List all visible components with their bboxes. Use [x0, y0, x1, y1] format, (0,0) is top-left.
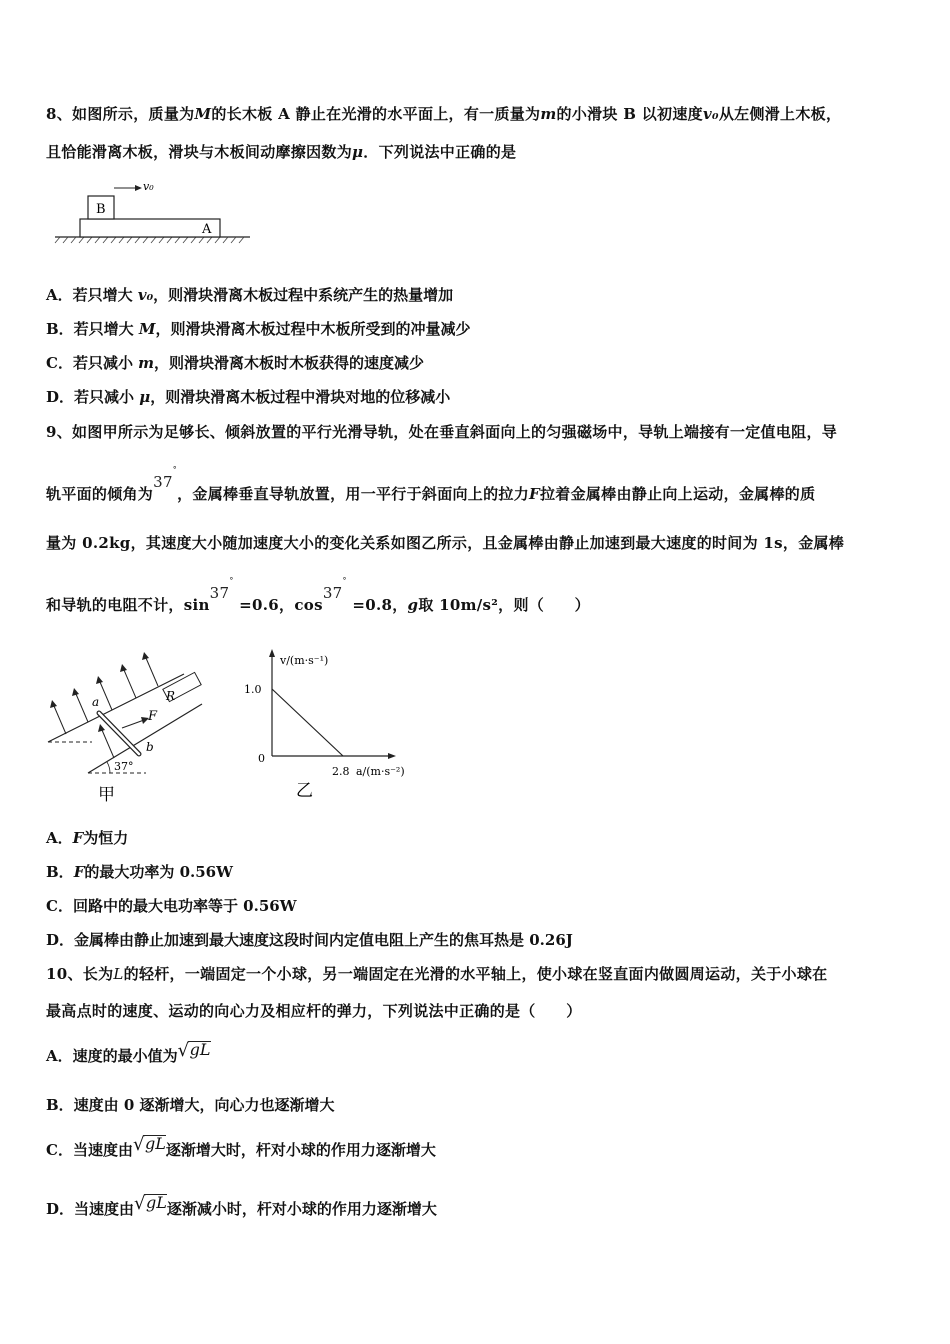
option-text: A．速度的最小值为: [46, 1047, 178, 1065]
angle-37: 37°: [153, 465, 178, 491]
q8-block-board-figure: [50, 175, 260, 247]
option-var: m: [138, 354, 155, 372]
sqrt-content: gL: [144, 1134, 166, 1153]
var-g: g: [407, 596, 419, 614]
q9-stem-line4: [46, 576, 590, 615]
y-tick-label: 1.0: [244, 683, 262, 696]
q9-option-d[interactable]: [46, 929, 573, 950]
q9-option-a[interactable]: [46, 827, 128, 848]
y-axis-arrow: [269, 649, 275, 657]
option-text: A．: [46, 829, 73, 847]
angle-37: 37°: [322, 576, 347, 602]
option-text: C．若只减小: [46, 354, 139, 372]
q10-text: 的轻杆，一端固定一个小球，另一端固定在光滑的水平轴上，使小球在竖直面内做圆周运动，关于小球在: [123, 965, 828, 983]
q9-rail-figure-jia: [44, 648, 224, 808]
q8-stem-line1: [46, 103, 841, 124]
q9-text: 取 10m/s²，则（ ）: [418, 596, 590, 614]
option-text: ，则滑块滑离木板过程中木板所受到的冲量减少: [155, 320, 471, 338]
option-text: A．若只增大: [46, 286, 138, 304]
q10-option-c[interactable]: [46, 1134, 436, 1160]
sqrt-gL: √ gL: [132, 1134, 166, 1155]
force-arrow: [122, 720, 144, 728]
force-label: F: [148, 709, 158, 724]
q10-option-a[interactable]: [46, 1040, 211, 1066]
q9-text: 和导轨的电阻不计，sin: [46, 596, 210, 614]
option-text: D．当速度由: [46, 1200, 135, 1218]
option-var: M: [138, 320, 156, 338]
origin-label: 0: [258, 752, 265, 765]
rod-end-b: b: [146, 740, 154, 754]
option-text: B．若只增大: [46, 320, 139, 338]
sqrt-gL: √ gL: [177, 1040, 211, 1061]
q8-text: ．下列说法中正确的是: [363, 143, 517, 161]
x-axis-arrow: [388, 753, 396, 759]
q9-text: 9、如图甲所示为足够长、倾斜放置的平行光滑导轨，处在垂直斜面向上的匀强磁场中，导轨上端接有一定值电阻，导: [46, 423, 838, 441]
q10-stem-line2: [46, 1000, 582, 1021]
angle-37: 37°: [209, 576, 234, 602]
angle-value: 37: [322, 584, 343, 602]
q8-text: 8、如图所示，质量为: [46, 105, 195, 123]
option-var: F: [73, 863, 85, 881]
q10-text: 最高点时的速度、运动的向心力及相应杆的弹力，下列说法中正确的是（ ）: [46, 1002, 582, 1020]
q9-text: =0.8，: [346, 596, 408, 614]
var-m: m: [540, 105, 557, 123]
var-M: M: [194, 105, 212, 123]
option-text: 为恒力: [83, 829, 129, 847]
x-tick-label: 2.8: [332, 765, 350, 778]
q9-velocity-chart-yi: [240, 648, 440, 808]
var-F: F: [529, 485, 540, 503]
option-text: ，则滑块滑离木板过程中系统产生的热量增加: [153, 286, 454, 304]
option-var: μ: [139, 388, 151, 406]
q8-text: 且恰能滑离木板，滑块与木板间动摩擦因数为: [46, 143, 353, 161]
var-L: L: [113, 965, 124, 983]
sqrt-content: gL: [189, 1040, 211, 1059]
q8-text: 从左侧滑上木板，: [718, 105, 842, 123]
q8-option-c[interactable]: [46, 352, 424, 373]
q9-option-c[interactable]: [46, 895, 297, 916]
q8-option-b[interactable]: [46, 318, 471, 339]
option-text: C．当速度由: [46, 1141, 133, 1159]
option-text: 逐渐减小时，杆对小球的作用力逐渐增大: [166, 1200, 437, 1218]
resistor-label: R: [166, 689, 176, 703]
x-axis-label: a/(m·s⁻²): [356, 765, 405, 778]
var-mu: μ: [352, 143, 364, 161]
velocity-label: v₀: [143, 180, 154, 193]
option-var: F: [72, 829, 84, 847]
option-text: 的最大功率为 0.56W: [84, 863, 233, 881]
q9-text: 量为 0.2kg，其速度大小随加速度大小的变化关系如图乙所示，且金属棒由静止加速到最大速度的时间为 1s，金属棒: [46, 534, 845, 552]
q9-text: ，金属棒垂直导轨放置，用一平行于斜面向上的拉力: [177, 485, 530, 503]
q8-stem-line2: [46, 141, 516, 162]
q10-option-b[interactable]: [46, 1094, 335, 1115]
q9-text: =0.6，cos: [233, 596, 323, 614]
sqrt-gL: √ gL: [134, 1193, 167, 1214]
q10-text: 10、长为: [46, 965, 114, 983]
option-text: ，则滑块滑离木板过程中滑块对地的位移减小: [150, 388, 451, 406]
option-text: ，则滑块滑离木板时木板获得的速度减少: [154, 354, 425, 372]
option-text: B．: [46, 863, 74, 881]
angle-value: 37: [209, 584, 230, 602]
q9-option-b[interactable]: [46, 861, 233, 882]
y-axis-label: v/(m·s⁻¹): [280, 654, 329, 667]
q8-option-a[interactable]: [46, 284, 453, 305]
q9-stem-line1: [46, 421, 837, 442]
velocity-arrow-head: [135, 185, 142, 191]
figure-caption-jia: 甲: [98, 785, 115, 805]
q8-option-d[interactable]: [46, 386, 450, 407]
option-text: D．若只减小: [46, 388, 140, 406]
angle-value: 37: [153, 473, 173, 491]
block-label: B: [96, 202, 106, 217]
board-A: [80, 219, 220, 237]
ground-hatching: [55, 237, 244, 243]
option-text: B．速度由 0 逐渐增大，向心力也逐渐增大: [46, 1096, 335, 1114]
option-text: 逐渐增大时，杆对小球的作用力逐渐增大: [165, 1141, 436, 1159]
figure-caption-yi: 乙: [296, 781, 313, 801]
q9-stem-line2: [46, 465, 816, 504]
q9-text: 拉着金属棒由静止向上运动，金属棒的质: [539, 485, 816, 503]
q9-text: 轨平面的倾角为: [46, 485, 154, 503]
q10-stem-line1: [46, 963, 827, 984]
var-v0: v₀: [702, 105, 719, 123]
angle-label: 37°: [114, 760, 134, 773]
q8-text: 的长木板 A 静止在光滑的水平面上，有一质量为: [211, 105, 541, 123]
sqrt-content: gL: [146, 1193, 167, 1212]
q8-text: 的小滑块 B 以初速度: [556, 105, 703, 123]
angle-arc: [107, 762, 110, 773]
rod-end-a: a: [92, 695, 100, 709]
magnetic-field-arrows: [50, 652, 158, 758]
data-series-line: [272, 689, 343, 756]
option-text: C．回路中的最大电功率等于 0.56W: [46, 897, 297, 915]
option-text: D．金属棒由静止加速到最大速度这段时间内定值电阻上产生的焦耳热是 0.26J: [46, 931, 573, 949]
option-var: v₀: [137, 286, 154, 304]
q9-stem-line3: [46, 532, 844, 553]
q10-option-d[interactable]: [46, 1193, 437, 1219]
board-label: A: [202, 222, 212, 237]
